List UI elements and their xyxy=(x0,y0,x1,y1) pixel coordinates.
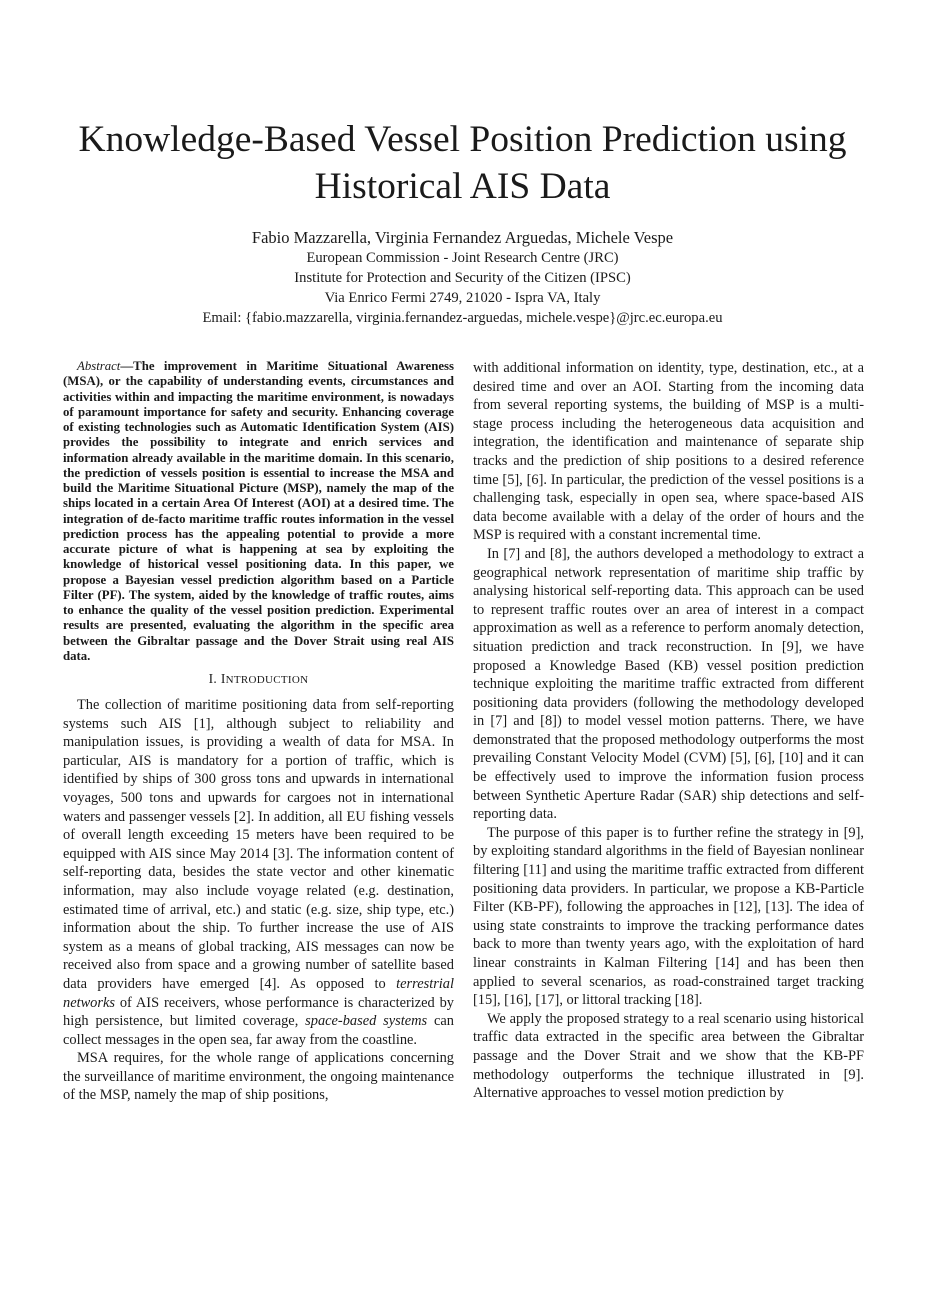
title-line-1: Knowledge-Based Vessel Position Prediction using xyxy=(78,119,847,160)
section-title-cap: I xyxy=(220,671,226,686)
body-paragraph: with additional information on identity, type, destination, etc., at a desired time and over an AOI. Starting from the incoming data from several reporting systems, the building of MSP is a multi-stage process including the heterogeneous data acquisition and integration, the identification and maintenance of separate ship tracks and the prediction of ship positions to a desired reference time [5], [6]. In particular, the prediction of the vessel positions is a challenging task, especially in open sea, where space-based AIS data become available with a delay of the order of hours and the MSP is required with a constant incremental time. xyxy=(473,360,864,544)
intro-paragraph xyxy=(63,696,454,1049)
right-column xyxy=(473,359,864,1103)
abstract-text: —The improvement in Maritime Situational Awareness (MSA), or the capability of understanding events, circumstances and activities within and impacting the maritime environment, is nowadays of paramount importance for safety and security. Enhancing coverage of existing technologies such as Automatic Identification System (AIS) provides the possibility to integrate and enrich services and information already available in the maritime domain. In this scenario, the prediction of vessels position is essential to increase the MSA and build the Maritime Situational Picture (MSP), namely the map of the ships located in a certain Area Of Interest (AOI) at a desired time. The integration of de-facto maritime traffic routes information in the vessel prediction process has the appealing potential to provide a more accurate picture of what is happening at sea by exploiting the knowledge of historical vessel positioning data. In this paper, we propose a Bayesian vessel prediction algorithm based on a Particle Filter (PF). The system, aided by the knowledge of traffic routes, aims to enhance the quality of the vessel position prediction. Experimental results are presented, evaluating the algorithm in the specific area between the Gibraltar passage and the Dover Strait using real AIS data. xyxy=(63,359,454,663)
abstract-label: Abstract xyxy=(77,359,121,373)
intro-paragraph: MSA requires, for the whole range of applications concerning the surveillance of maritime environment, the ongoing maintenance of the MSP, namely the map of ship positions, xyxy=(63,1050,454,1104)
section-heading-introduction xyxy=(63,670,454,689)
text-run: can collect messages in the open sea, far away from the coastline. xyxy=(63,1013,455,1048)
section-number: I. xyxy=(208,671,218,686)
body-paragraph: We apply the proposed strategy to a real scenario using historical traffic data extracted in the specific area between the Gibraltar passage and the Dover Strait and we show that the KB-PF methodology outperforms the technique illustrated in [9]. Alternative approaches to vessel motion prediction by xyxy=(473,1010,864,1102)
affiliation-line: Institute for Protection and Security of the Citizen (IPSC) xyxy=(294,270,631,286)
text-emphasis: terrestrial networks xyxy=(63,975,454,1011)
section-title-rest: NTRODUCTION xyxy=(225,674,309,686)
left-column xyxy=(63,359,454,1105)
body-paragraph: In [7] and [8], the authors developed a methodology to extract a geographical network representation of maritime ship traffic by analysing historical self-reporting data. This approach can be used to represent traffic routes over an area of interest in a compact approximation as well as a reference to perform anomaly detection, situation prediction and track reconstruction. In [9], we have proposed a Knowledge Based (KB) vessel position prediction technique exploiting the maritime traffic extracted from different positioning data providers (following the methodology developed in [7] and [8]) to model vessel motion patterns. There, we have demonstrated that the proposed methodology outperforms the most prevailing Constant Velocity Model (CVM) [5], [6], [10] and it can be effectively used to improve the information fusion process between Synthetic Aperture Radar (SAR) ship detections and self-reporting data. xyxy=(473,545,864,823)
email-line: Email: {fabio.mazzarella, virginia.fernandez-arguedas, michele.vespe}@jrc.ec.europa.eu xyxy=(202,310,723,326)
affiliation-block xyxy=(60,248,865,328)
affiliation-line: Via Enrico Fermi 2749, 21020 - Ispra VA, Italy xyxy=(324,290,601,306)
text-emphasis: space-based systems xyxy=(305,1013,428,1030)
text-run: of AIS receivers, whose performance is characterized by high persistence, but limited coverage, xyxy=(63,994,454,1030)
paper-title xyxy=(40,116,885,210)
text-run: The collection of maritime positioning data from self-reporting systems such AIS [1], although subject to reliability and manipulation issues, is providing a wealth of data for MSA. In particular, AIS is mandatory for a portion of traffic, which is identified by ships of 300 gross tons and upwards in international voyages, 500 tons and upwards for cargoes not in international waters and passenger vessels [2]. In addition, all EU fishing vessels of overall length exceeding 15 meters have been required to be equipped with AIS since May 2014 [3]. The information content of self-reporting data, besides the state vector and other kinematic information, may also include voyage related (e.g. destination, estimated time of arrival, etc.) and static (e.g. size, ship type, etc.) information about the ship. To further increase the use of AIS system as a means of global tracking, AIS messages can now be received also from space and a growing number of satellite based data providers have emerged [4]. As opposed to xyxy=(63,697,454,992)
body-paragraph: The purpose of this paper is to further refine the strategy in [9], by exploiting standard algorithms in the field of Bayesian nonlinear filtering [11] and using the maritime traffic extracted from different positioning data providers. In particular, we propose a KB-Particle Filter (KB-PF), following the approaches in [12], [13]. The idea of using state constraints to improve the tracking performance dates back to more than twenty years ago, with the exploitation of hard linear constraints in Kalman Filtering [14] and has been then applied to several scenarios, as road-constrained target tracking [15], [16], [17], or littoral tracking [18]. xyxy=(473,824,864,1009)
author-list: Fabio Mazzarella, Virginia Fernandez Arguedas, Michele Vespe xyxy=(251,228,674,247)
abstract xyxy=(63,359,454,664)
title-line-2: Historical AIS Data xyxy=(314,166,611,207)
affiliation-line: European Commission - Joint Research Centre (JRC) xyxy=(306,250,619,266)
